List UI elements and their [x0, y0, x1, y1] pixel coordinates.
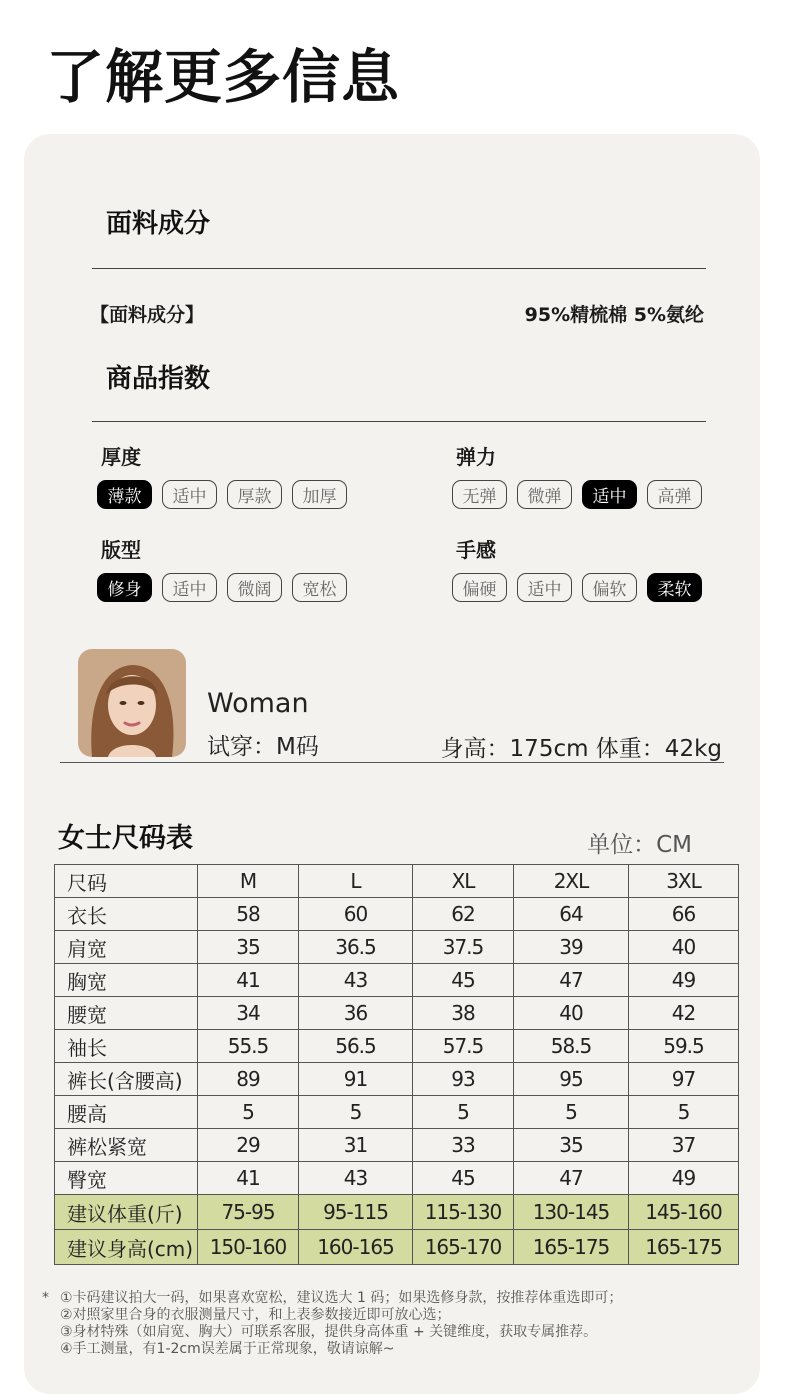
- table-cell: 97: [629, 1063, 739, 1096]
- attr-label: 手感: [456, 538, 496, 562]
- divider: [92, 421, 706, 422]
- page-title: 了解更多信息: [46, 43, 401, 111]
- table-header-cell: L: [299, 865, 413, 898]
- table-row: [55, 1230, 739, 1265]
- table-cell: 130-145: [514, 1195, 629, 1230]
- table-row: [55, 997, 739, 1030]
- attr-label: 版型: [101, 538, 141, 562]
- table-cell: 66: [629, 898, 739, 931]
- table-row: [55, 898, 739, 931]
- chip-group: [452, 480, 702, 509]
- table-cell: 60: [299, 898, 413, 931]
- table-cell: 58: [198, 898, 299, 931]
- row-label-cell: 袖长: [55, 1030, 198, 1063]
- option-chip: 适中: [517, 573, 572, 602]
- option-chip: 偏硬: [452, 573, 507, 602]
- option-chip: 高弹: [647, 480, 702, 509]
- table-row: [55, 1030, 739, 1063]
- attr-elasticity: [452, 441, 702, 509]
- option-chip-selected: 适中: [582, 480, 637, 509]
- table-cell: 40: [629, 931, 739, 964]
- table-cell: 5: [514, 1096, 629, 1129]
- table-cell: 5: [198, 1096, 299, 1129]
- table-cell: 36: [299, 997, 413, 1030]
- table-cell: 45: [413, 1162, 514, 1195]
- table-cell: 64: [514, 898, 629, 931]
- table-cell: 38: [413, 997, 514, 1030]
- table-cell: 41: [198, 1162, 299, 1195]
- table-cell: 37.5: [413, 931, 514, 964]
- table-cell: 58.5: [514, 1030, 629, 1063]
- table-row: [55, 1162, 739, 1195]
- table-cell: 62: [413, 898, 514, 931]
- table-cell: 42: [629, 997, 739, 1030]
- table-cell: 56.5: [299, 1030, 413, 1063]
- fabric-section-title: 面料成分: [106, 209, 211, 239]
- option-chip: 微弹: [517, 480, 572, 509]
- model-body-stats: 身高：175cm 体重：42kg: [440, 736, 722, 762]
- table-cell: 34: [198, 997, 299, 1030]
- table-cell: 36.5: [299, 931, 413, 964]
- table-cell: 5: [413, 1096, 514, 1129]
- fabric-label: 【面料成分】: [90, 304, 205, 326]
- note-line: ④手工测量，有1-2cm误差属于正常现象，敬请谅解~: [60, 1341, 395, 1357]
- table-cell: 95-115: [299, 1195, 413, 1230]
- table-cell: 29: [198, 1129, 299, 1162]
- table-cell: 115-130: [413, 1195, 514, 1230]
- table-cell: 43: [299, 964, 413, 997]
- table-cell: 93: [413, 1063, 514, 1096]
- size-chart-title: 女士尺码表: [58, 823, 193, 854]
- option-chip-selected: 修身: [97, 573, 152, 602]
- option-chip: 加厚: [292, 480, 347, 509]
- table-cell: 150-160: [198, 1230, 299, 1265]
- model-size: 试穿：M码: [207, 734, 319, 760]
- option-chip: 无弹: [452, 480, 507, 509]
- row-label-cell: 建议身高(cm): [55, 1230, 198, 1265]
- option-chip: 偏软: [582, 573, 637, 602]
- attr-label: 厚度: [101, 445, 141, 469]
- table-row: [55, 1195, 739, 1230]
- table-row: [55, 1096, 739, 1129]
- table-cell: 39: [514, 931, 629, 964]
- row-label-cell: 裤松紧宽: [55, 1129, 198, 1162]
- row-label-cell: 建议体重(斤): [55, 1195, 198, 1230]
- option-chip: 适中: [162, 480, 217, 509]
- table-row: [55, 1063, 739, 1096]
- attr-thickness: [97, 441, 347, 509]
- table-cell: 49: [629, 964, 739, 997]
- row-label-cell: 臀宽: [55, 1162, 198, 1195]
- table-cell: 165-175: [629, 1230, 739, 1265]
- table-cell: 31: [299, 1129, 413, 1162]
- table-cell: 37: [629, 1129, 739, 1162]
- row-label-cell: 腰高: [55, 1096, 198, 1129]
- table-cell: 47: [514, 1162, 629, 1195]
- table-cell: 47: [514, 964, 629, 997]
- row-label-cell: 裤长(含腰高): [55, 1063, 198, 1096]
- note-line: ③身材特殊（如肩宽、胸大）可联系客服，提供身高体重 + 关键维度，获取专属推荐。: [60, 1324, 598, 1340]
- size-chart-unit: 单位：CM: [587, 832, 692, 858]
- table-cell: 43: [299, 1162, 413, 1195]
- chip-group: [452, 573, 702, 602]
- table-cell: 5: [299, 1096, 413, 1129]
- table-cell: 57.5: [413, 1030, 514, 1063]
- index-section-title: 商品指数: [106, 364, 211, 394]
- option-chip: 厚款: [227, 480, 282, 509]
- fabric-value: 95%精梳棉 5%氨纶: [524, 304, 704, 326]
- table-header-row: [55, 865, 739, 898]
- note-marker: *: [42, 1290, 49, 1306]
- table-cell: 75-95: [198, 1195, 299, 1230]
- table-cell: 165-170: [413, 1230, 514, 1265]
- table-header-cell: M: [198, 865, 299, 898]
- table-row: [55, 1129, 739, 1162]
- divider: [92, 268, 706, 269]
- note-line: ②对照家里合身的衣服测量尺寸，和上表参数接近即可放心选；: [60, 1307, 451, 1323]
- table-cell: 49: [629, 1162, 739, 1195]
- table-header-cell: XL: [413, 865, 514, 898]
- table-cell: 40: [514, 997, 629, 1030]
- attr-fit: [97, 534, 347, 602]
- table-row: [55, 931, 739, 964]
- table-cell: 41: [198, 964, 299, 997]
- attr-feel: [452, 534, 702, 602]
- row-label-cell: 腰宽: [55, 997, 198, 1030]
- note-line: ①卡码建议拍大一码，如果喜欢宽松，建议选大 1 码；如果选修身款，按推荐体重选即可；: [60, 1290, 623, 1306]
- row-label-cell: 胸宽: [55, 964, 198, 997]
- table-row: [55, 964, 739, 997]
- option-chip-selected: 薄款: [97, 480, 152, 509]
- divider: [60, 762, 724, 763]
- table-cell: 59.5: [629, 1030, 739, 1063]
- table-cell: 5: [629, 1096, 739, 1129]
- table-header-cell: 尺码: [55, 865, 198, 898]
- model-name: Woman: [207, 688, 309, 719]
- table-cell: 145-160: [629, 1195, 739, 1230]
- table-cell: 35: [514, 1129, 629, 1162]
- table-cell: 55.5: [198, 1030, 299, 1063]
- option-chip: 适中: [162, 573, 217, 602]
- table-cell: 33: [413, 1129, 514, 1162]
- size-notes: [42, 1290, 762, 1358]
- attr-label: 弹力: [456, 445, 496, 469]
- table-cell: 35: [198, 931, 299, 964]
- table-header-cell: 2XL: [514, 865, 629, 898]
- option-chip: 宽松: [292, 573, 347, 602]
- table-header-cell: 3XL: [629, 865, 739, 898]
- size-chart-table: [54, 864, 739, 1265]
- table-cell: 165-175: [514, 1230, 629, 1265]
- table-cell: 160-165: [299, 1230, 413, 1265]
- table-cell: 91: [299, 1063, 413, 1096]
- model-avatar: [78, 649, 186, 757]
- table-cell: 95: [514, 1063, 629, 1096]
- table-cell: 45: [413, 964, 514, 997]
- table-cell: 89: [198, 1063, 299, 1096]
- chip-group: [97, 480, 347, 509]
- option-chip: 微阔: [227, 573, 282, 602]
- option-chip-selected: 柔软: [647, 573, 702, 602]
- row-label-cell: 衣长: [55, 898, 198, 931]
- chip-group: [97, 573, 347, 602]
- row-label-cell: 肩宽: [55, 931, 198, 964]
